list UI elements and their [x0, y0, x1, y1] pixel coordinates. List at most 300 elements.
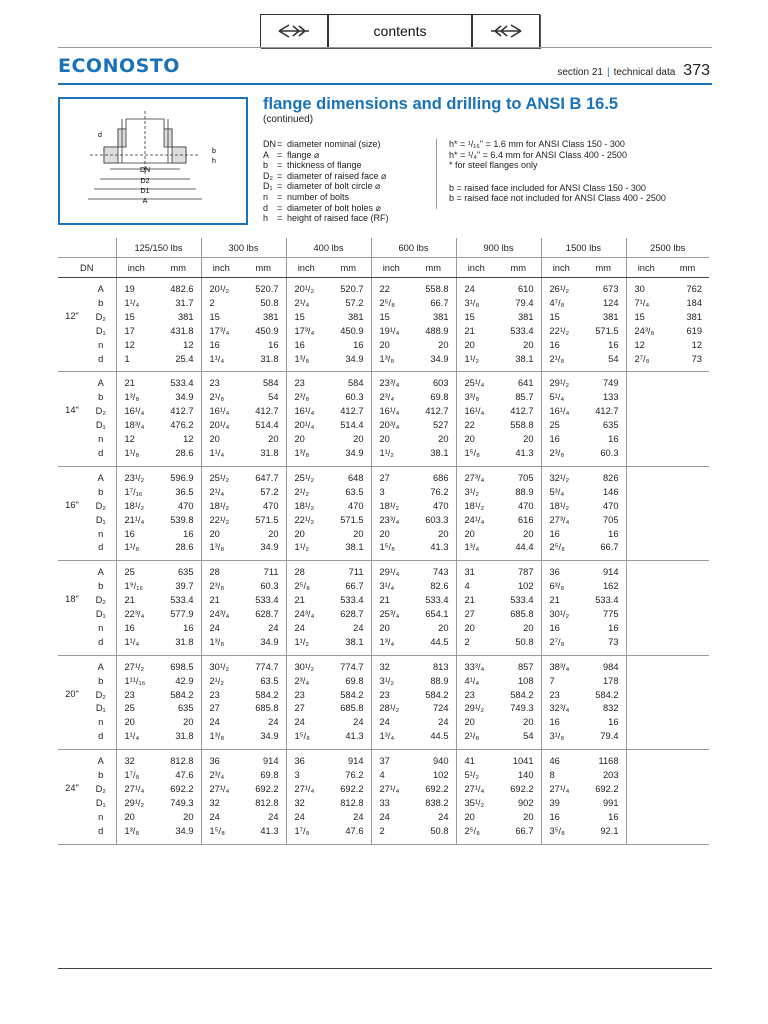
- table-cell: 20: [464, 622, 475, 633]
- legend-desc: thickness of flange: [287, 160, 362, 171]
- legend-equals: =: [277, 170, 283, 181]
- mm-column: [496, 655, 541, 749]
- table-cell: 1⁵/₈: [379, 542, 395, 553]
- mm-column: [666, 466, 709, 560]
- legend-key: h: [263, 213, 269, 224]
- table-cell: [635, 594, 667, 608]
- table-cell: 1¹/₄: [124, 297, 140, 308]
- row-label: D₁: [95, 325, 106, 336]
- inch-column: [371, 655, 411, 749]
- table-cell: 124: [602, 297, 619, 308]
- table-cell: 857: [517, 661, 534, 672]
- table-cell: 26¹/₂: [549, 284, 570, 294]
- table-cell: 24: [438, 717, 449, 728]
- table-cell: [635, 730, 667, 744]
- table-cell: 16: [268, 339, 279, 350]
- row-label: d: [98, 636, 104, 647]
- dn-size: 14": [58, 372, 86, 466]
- inch-column: [286, 466, 326, 560]
- mm-column: [326, 372, 371, 466]
- table-cell: 692.2: [595, 784, 619, 794]
- table-cell: 20: [268, 434, 279, 445]
- table-cell: 16: [549, 717, 560, 728]
- row-label: n: [98, 339, 104, 350]
- row-label: d: [98, 542, 104, 553]
- legend-equals: =: [277, 191, 283, 202]
- table-cell: 22³/₄: [124, 609, 145, 620]
- table-cell: 17³/₄: [209, 325, 230, 336]
- table-cell: 108: [517, 675, 534, 686]
- table-cell: 85.7: [515, 392, 534, 403]
- legend-equals: =: [277, 202, 283, 213]
- table-cell: 984: [602, 661, 619, 672]
- table-cell: 17³/₄: [294, 325, 315, 336]
- table-cell: [635, 500, 667, 514]
- table-cell: 15: [379, 311, 390, 322]
- table-row-group: [58, 561, 709, 655]
- table-cell: 92.1: [600, 825, 619, 836]
- dn-size: 24": [58, 750, 86, 844]
- table-cell: [635, 769, 667, 783]
- table-cell: 787: [517, 567, 534, 578]
- table-cell: 16: [183, 528, 194, 539]
- table-cell: 514.4: [255, 420, 279, 431]
- table-cell: [635, 811, 667, 825]
- table-cell: 812.8: [170, 756, 194, 767]
- table-cell: [635, 472, 667, 486]
- table-cell: 20: [438, 434, 449, 445]
- table-cell: [635, 716, 667, 730]
- table-cell: 44.5: [430, 731, 449, 742]
- table-cell: 635: [177, 567, 194, 578]
- legend-desc: diameter of bolt circle ⌀: [287, 181, 381, 192]
- table-cell: 1³/₈: [124, 825, 140, 836]
- table-cell: 27¹/₂: [124, 661, 145, 672]
- table-cell: 1³/₄: [379, 636, 395, 647]
- mm-column: [581, 750, 626, 844]
- table-cell: 1¹¹/₁₆: [124, 675, 146, 686]
- mm-column: [666, 561, 709, 655]
- table-cell: 20: [124, 811, 135, 822]
- legend-key: D₁: [263, 181, 273, 192]
- table-cell: 30¹/₂: [209, 661, 230, 672]
- footer-rule: [58, 968, 712, 969]
- inch-column: [456, 561, 496, 655]
- table-cell: 12: [124, 434, 135, 445]
- table-cell: 1¹/₂: [464, 353, 479, 364]
- table-cell: [635, 486, 667, 500]
- table-cell: 3⁵/₈: [549, 825, 565, 836]
- table-cell: 21: [209, 595, 220, 606]
- table-cell: 539.8: [170, 514, 194, 525]
- legend-key: D₂: [263, 170, 273, 181]
- table-cell: 1³/₈: [209, 731, 225, 742]
- row-label: D₁: [95, 609, 106, 620]
- table-cell: 24³/₄: [294, 609, 315, 620]
- arrow-left-icon: [277, 24, 311, 38]
- table-cell: 18¹/₂: [549, 500, 570, 511]
- table-cell: 412.7: [170, 406, 194, 417]
- table-cell: 25: [124, 567, 135, 578]
- row-label: D₂: [95, 406, 106, 417]
- table-cell: [635, 797, 667, 811]
- table-cell: 31: [464, 567, 475, 578]
- table-cell: 50.8: [430, 825, 449, 836]
- table-cell: 47.6: [175, 770, 194, 781]
- row-label: d: [98, 447, 104, 458]
- table-cell: 76.2: [430, 486, 449, 497]
- legend: [263, 139, 389, 224]
- previous-page-button[interactable]: [260, 14, 328, 48]
- table-cell: 533.4: [340, 595, 364, 606]
- table-cell: 16: [549, 811, 560, 822]
- table-cell: 27¹/₄: [464, 784, 485, 794]
- mm-column: [581, 372, 626, 466]
- note-b-1: b = raised face included for ANSI Class 150 - 300: [449, 182, 646, 193]
- table-cell: 54: [268, 392, 279, 403]
- table-cell: 470: [347, 500, 364, 511]
- row-label: b: [98, 486, 104, 497]
- table-cell: 47.6: [345, 825, 364, 836]
- inch-column: [116, 750, 156, 844]
- table-cell: 584.2: [595, 689, 619, 700]
- table-cell: 29¹/₄: [379, 567, 400, 578]
- table-cell: 23: [379, 689, 390, 700]
- table-cell: 826: [602, 472, 619, 483]
- table-cell: 3¹/₂: [464, 486, 479, 497]
- table-cell: 24³/₈: [634, 325, 655, 336]
- legend-row: [263, 192, 389, 203]
- legend-desc: flange ⌀: [287, 149, 320, 160]
- mm-column: [666, 372, 709, 466]
- table-cell: 20: [464, 434, 475, 445]
- table-cell: 18¹/₂: [464, 500, 485, 511]
- table-cell: [666, 675, 702, 689]
- table-cell: [666, 755, 702, 769]
- table-cell: 692.2: [510, 784, 534, 794]
- row-label: A: [97, 472, 104, 483]
- table-cell: 79.4: [515, 297, 534, 308]
- mm-column: [581, 278, 626, 372]
- table-cell: 527: [432, 420, 449, 431]
- table-cell: 28.6: [175, 447, 194, 458]
- table-cell: [635, 377, 667, 391]
- table-cell: 69.8: [345, 675, 364, 686]
- table-cell: 20: [268, 528, 279, 539]
- table-cell: 76.2: [345, 770, 364, 781]
- table-cell: 533.4: [510, 595, 534, 606]
- next-page-button[interactable]: [472, 14, 540, 48]
- table-cell: [635, 419, 667, 433]
- table-cell: 15: [634, 311, 645, 322]
- table-cell: 16: [549, 528, 560, 539]
- inch-column: [541, 561, 581, 655]
- table-cell: 24: [379, 717, 390, 728]
- table-cell: 685.8: [255, 703, 279, 714]
- table-cell: 24: [209, 622, 220, 633]
- table-cell: 832: [602, 703, 619, 714]
- table-cell: 38³/₄: [549, 661, 570, 672]
- table-cell: [635, 755, 667, 769]
- table-cell: [666, 472, 702, 486]
- table-cell: 641: [517, 378, 534, 389]
- inch-column: [286, 278, 326, 372]
- table-cell: 619: [686, 325, 702, 336]
- mm-column: [496, 466, 541, 560]
- table-cell: 27: [209, 703, 220, 714]
- table-cell: 20: [379, 528, 390, 539]
- table-cell: 22: [464, 420, 475, 431]
- legend-desc: diameter of bolt holes ⌀: [287, 202, 381, 213]
- table-cell: 24: [294, 622, 305, 633]
- table-cell: 762: [686, 284, 702, 294]
- table-cell: 21: [379, 595, 390, 606]
- mm-column: [326, 278, 371, 372]
- table-cell: 54: [608, 353, 619, 364]
- table-cell: 41.3: [345, 731, 364, 742]
- table-cell: 178: [602, 675, 619, 686]
- table-cell: 838.2: [425, 797, 449, 808]
- dn-header: DN: [58, 258, 116, 278]
- mm-column: [241, 561, 286, 655]
- flange-table: [58, 238, 709, 845]
- table-cell: 16: [294, 339, 305, 350]
- table-cell: [666, 702, 702, 716]
- table-cell: 20: [438, 528, 449, 539]
- table-cell: 3: [379, 486, 385, 497]
- inch-column: [286, 655, 326, 749]
- table-cell: [635, 675, 667, 689]
- class-header: 900 lbs: [456, 238, 541, 258]
- section-separator: |: [606, 67, 610, 78]
- table-cell: 79.4: [600, 731, 619, 742]
- legend-key: n: [263, 191, 269, 202]
- table-cell: 31.8: [175, 636, 194, 647]
- table-cell: 16: [353, 339, 364, 350]
- table-cell: 66.7: [345, 581, 364, 592]
- row-labels: [86, 466, 116, 560]
- table-cell: 2¹/₄: [209, 486, 225, 497]
- table-cell: 724: [432, 703, 449, 714]
- table-cell: 2⁷/₈: [549, 636, 565, 647]
- class-header: 1500 lbs: [541, 238, 626, 258]
- inch-column: [371, 750, 411, 844]
- table-cell: 73: [608, 636, 619, 647]
- mm-column: [411, 466, 456, 560]
- table-cell: 203: [602, 770, 619, 781]
- table-cell: [635, 566, 667, 580]
- table-cell: 749.3: [510, 703, 534, 714]
- table-cell: 635: [177, 703, 194, 714]
- table-cell: 38.1: [345, 542, 364, 553]
- table-cell: 470: [177, 500, 194, 511]
- unit-mm-header: mm: [241, 258, 286, 278]
- table-cell: 25¹/₂: [209, 472, 230, 483]
- table-cell: 2¹/₈: [209, 392, 225, 403]
- table-cell: 749: [602, 378, 619, 389]
- table-cell: 533.4: [170, 378, 194, 389]
- table-cell: 673: [602, 284, 619, 294]
- unit-mm-header: mm: [326, 258, 371, 278]
- table-cell: 775: [602, 609, 619, 620]
- contents-button[interactable]: contents: [328, 14, 472, 48]
- table-cell: 36: [549, 567, 560, 578]
- table-cell: 21: [464, 595, 475, 606]
- inch-column: [626, 278, 666, 372]
- table-cell: 902: [517, 797, 534, 808]
- table-cell: 1³/₈: [294, 353, 310, 364]
- mm-column: [496, 278, 541, 372]
- unit-inch-header: inch: [371, 258, 411, 278]
- table-cell: 16¹/₄: [124, 406, 145, 417]
- dn-size: 20": [58, 655, 86, 749]
- table-cell: 16¹/₄: [209, 406, 230, 417]
- table-cell: [666, 716, 702, 730]
- table-cell: 22¹/₂: [209, 514, 230, 525]
- legend-equals: =: [277, 160, 283, 171]
- unit-inch-header: inch: [201, 258, 241, 278]
- dn-header-blank: [58, 238, 116, 258]
- table-row-group: [58, 278, 709, 372]
- table-cell: 381: [602, 311, 619, 322]
- table-cell: [666, 594, 702, 608]
- figure-label-d1: D1: [140, 188, 150, 195]
- table-cell: 34.9: [260, 542, 279, 553]
- legend-desc: height of raised face (RF): [287, 213, 389, 224]
- row-label: D₂: [95, 784, 106, 794]
- table-cell: 20: [183, 717, 194, 728]
- table-cell: [635, 608, 667, 622]
- table-cell: 940: [432, 756, 449, 767]
- table-cell: 23: [209, 378, 220, 389]
- table-cell: 140: [517, 770, 534, 781]
- table-cell: 412.7: [255, 406, 279, 417]
- table-cell: 20: [124, 717, 135, 728]
- table-row-group: [58, 655, 709, 749]
- flange-diagram: [58, 97, 248, 225]
- table-cell: 1¹/₄: [124, 731, 140, 742]
- table-cell: 1⁹/₁₆: [124, 581, 144, 592]
- table-cell: 28: [209, 567, 220, 578]
- table-cell: 774.7: [340, 661, 364, 672]
- table-cell: 692.2: [425, 784, 449, 794]
- table-cell: 37: [379, 756, 390, 767]
- table-cell: [666, 825, 702, 839]
- table-cell: 32: [209, 797, 220, 808]
- row-label: n: [98, 811, 104, 822]
- table-cell: 24: [353, 811, 364, 822]
- nav-divider: [58, 47, 712, 48]
- table-cell: 20: [438, 622, 449, 633]
- table-cell: 24: [268, 622, 279, 633]
- mm-column: [241, 466, 286, 560]
- figure-label-a: A: [142, 198, 148, 205]
- table-cell: 23: [549, 689, 560, 700]
- table-cell: 692.2: [255, 784, 279, 794]
- table-cell: [666, 377, 702, 391]
- inch-column: [116, 466, 156, 560]
- table-cell: 584.2: [170, 689, 194, 700]
- table-cell: 812.8: [255, 797, 279, 808]
- table-cell: 66.7: [600, 542, 619, 553]
- legend-equals: =: [277, 181, 283, 192]
- table-cell: 25.4: [175, 353, 194, 364]
- table-cell: 2⁵/₈: [379, 297, 395, 308]
- table-cell: 33³/₄: [464, 661, 485, 672]
- row-label: n: [98, 622, 104, 633]
- row-label: A: [97, 661, 104, 672]
- table-cell: 616: [517, 514, 534, 525]
- row-label: b: [98, 297, 104, 308]
- table-cell: [635, 580, 667, 594]
- table-cell: 21: [549, 595, 560, 606]
- mm-column: [156, 750, 201, 844]
- table-cell: 18¹/₂: [209, 500, 230, 511]
- mm-column: [156, 466, 201, 560]
- note-h-2: h* = ¹/₄" = 6.4 mm for ANSI Class 400 - 2500: [449, 149, 627, 160]
- table-cell: 31.8: [175, 731, 194, 742]
- row-label: b: [98, 392, 104, 403]
- legend-equals: =: [277, 213, 283, 224]
- inch-column: [371, 466, 411, 560]
- row-label: A: [97, 567, 104, 578]
- legend-equals: =: [277, 139, 283, 149]
- mm-column: [156, 372, 201, 466]
- table-cell: 31.8: [260, 353, 279, 364]
- table-cell: 7¹/₄: [634, 297, 650, 308]
- table-cell: 44.5: [430, 636, 449, 647]
- table-cell: 381: [347, 311, 364, 322]
- mm-column: [496, 750, 541, 844]
- figure-label-d2: D2: [140, 178, 150, 185]
- table-cell: [666, 636, 702, 650]
- figure-label-h: h: [212, 158, 216, 165]
- table-cell: 41.3: [430, 542, 449, 553]
- table-cell: 34.9: [260, 636, 279, 647]
- table-cell: 24: [353, 717, 364, 728]
- table-cell: [666, 566, 702, 580]
- table-cell: 16: [608, 339, 619, 350]
- table-cell: [666, 608, 702, 622]
- table-cell: 23: [464, 689, 475, 700]
- legend-row: [263, 160, 389, 171]
- inch-column: [116, 278, 156, 372]
- table-cell: [635, 405, 667, 419]
- table-cell: 88.9: [430, 675, 449, 686]
- dn-size: 16": [58, 466, 86, 560]
- table-cell: 20: [294, 528, 305, 539]
- table-cell: 914: [602, 567, 619, 578]
- table-cell: 1⁷/₈: [124, 770, 140, 781]
- legend-desc: number of bolts: [287, 191, 350, 202]
- table-cell: 29¹/₂: [124, 797, 145, 808]
- table-cell: 533.4: [510, 325, 534, 336]
- table-cell: 23³/₄: [379, 378, 400, 389]
- inch-column: [116, 655, 156, 749]
- table-cell: 25¹/₂: [294, 472, 315, 483]
- row-labels: [86, 278, 116, 372]
- table-cell: 450.9: [340, 325, 364, 336]
- row-labels: [86, 372, 116, 466]
- table-cell: 2: [379, 825, 385, 836]
- mm-column: [666, 655, 709, 749]
- table-cell: 16¹/₄: [294, 406, 315, 417]
- table-cell: 2: [464, 636, 470, 647]
- table-cell: [666, 769, 702, 783]
- table-cell: 2⁵/₈: [464, 825, 480, 836]
- table-cell: 698.5: [170, 661, 194, 672]
- inch-column: [626, 655, 666, 749]
